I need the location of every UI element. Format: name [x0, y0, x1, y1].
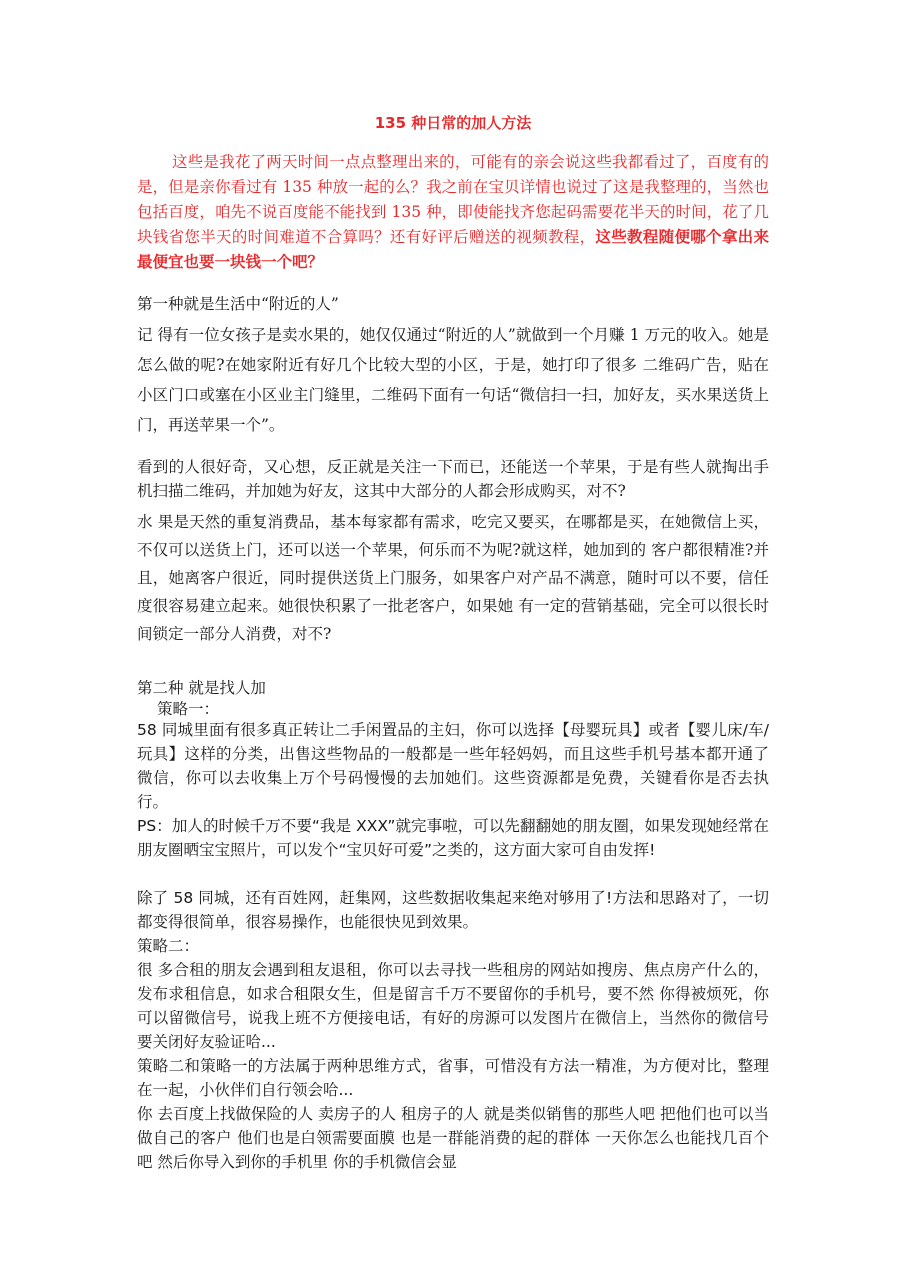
intro-bold-text: 这些教程随便哪个拿出来最便宜也要一块钱一个吧？	[137, 228, 769, 271]
section1-paragraph-3: 水 果是天然的重复消费品，基本每家都有需求，吃完又要买，在哪都是买，在她微信上买，不仅可以送货上门，还可以送一个苹果，何乐而不为呢?就这样，她加到的 客户都很精准?并且，她离客户很近，同时提供送货上门服务，如果客户对产品不满意，随时可以不要，信任度很容易建立起来。她很快积累了一批老客户，如果她 有一定的营销基础，完全可以很长时间锁定一部分人消费，对不?	[137, 513, 769, 643]
intro-text: 这些是我花了两天时间一点点整理出来的，可能有的亲会说这些我都看过了，百度有的是，但是亲你看过有 135 种放一起的么？我之前在宝贝详情也说过了这是我整理的，当然也包括百度，咱先不说百度能不能找到 135 种，即使能找齐您起码需要花半天的时间，花了几块钱省您半天的时间难道不合算吗？还有好评后赠送的视频教程，	[137, 153, 769, 246]
section2-paragraph-6: 你 去百度上找做保险的人 卖房子的人 租房子的人 就是类似销售的那些人吧 把他们也可以当做自己的客户 他们也是白领需要面膜 也是一群能消费的起的群体 一天你怎么也能找几百个吧 然后你导入到你的手机里 你的手机微信会显	[137, 1105, 769, 1171]
section2-paragraph-4: 很 多合租的朋友会遇到租友退租，你可以去寻找一些租房的网站如搜房、焦点房产什么的，发布求租信息，如求合租限女生，但是留言千万不要留你的手机号，要不然 你得被烦死，你可以留微信号，说我上班不方便接电话，有好的房源可以发图片在微信上，当然你的微信号要关闭好友验证哈...	[137, 961, 769, 1051]
section2-paragraph-2: PS：加人的时候千万不要“我是 XXX”就完事啦，可以先翻翻她的朋友圈，如果发现她经常在朋友圈晒宝宝照片，可以发个“宝贝好可爱”之类的，这方面大家可自由发挥!	[137, 817, 769, 859]
section1-heading: 第一种就是生活中“附近的人”	[137, 295, 339, 313]
document-title: 135 种日常的加人方法	[374, 114, 532, 132]
section2-heading: 第二种 就是找人加	[137, 679, 266, 697]
section2-paragraph-1: 58 同城里面有很多真正转让二手闲置品的主妇，你可以选择【母婴玩具】或者【婴儿床/车/玩具】这样的分类，出售这些物品的一般都是一些年轻妈妈，而且这些手机号基本都开通了微信，你可以去收集上万个号码慢慢的去加她们。这些资源都是免费，关键看你是否去执行。	[137, 721, 769, 811]
strategy2-label: 策略二：	[137, 937, 200, 955]
section1-paragraph-2: 看到的人很好奇，又心想，反正就是关注一下而已，还能送一个苹果，于是有些人就掏出手机扫描二维码，并加她为好友，这其中大部分的人都会形成购买，对不?	[137, 458, 769, 500]
section1-paragraph-1: 记 得有一位女孩子是卖水果的，她仅仅通过“附近的人”就做到一个月赚 1 万元的收入。她是怎么做的呢?在她家附近有好几个比较大型的小区，于是，她打印了很多 二维码广告，贴在小区门口或塞在小区业主门缝里，二维码下面有一句话“微信扫一扫，加好友，买水果送货上门，再送苹果一个”。	[137, 326, 769, 434]
intro-paragraph	[137, 150, 769, 275]
section2-paragraph-3: 除了 58 同城，还有百姓网，赶集网，这些数据收集起来绝对够用了!方法和思路对了，一切都变得很简单，很容易操作，也能很快见到效果。	[137, 889, 769, 931]
section2-paragraph-5: 策略二和策略一的方法属于两种思维方式，省事，可惜没有方法一精准，为方便对比，整理在一起，小伙伴们自行领会哈...	[137, 1057, 769, 1099]
strategy1-label: 策略一：	[157, 700, 220, 718]
